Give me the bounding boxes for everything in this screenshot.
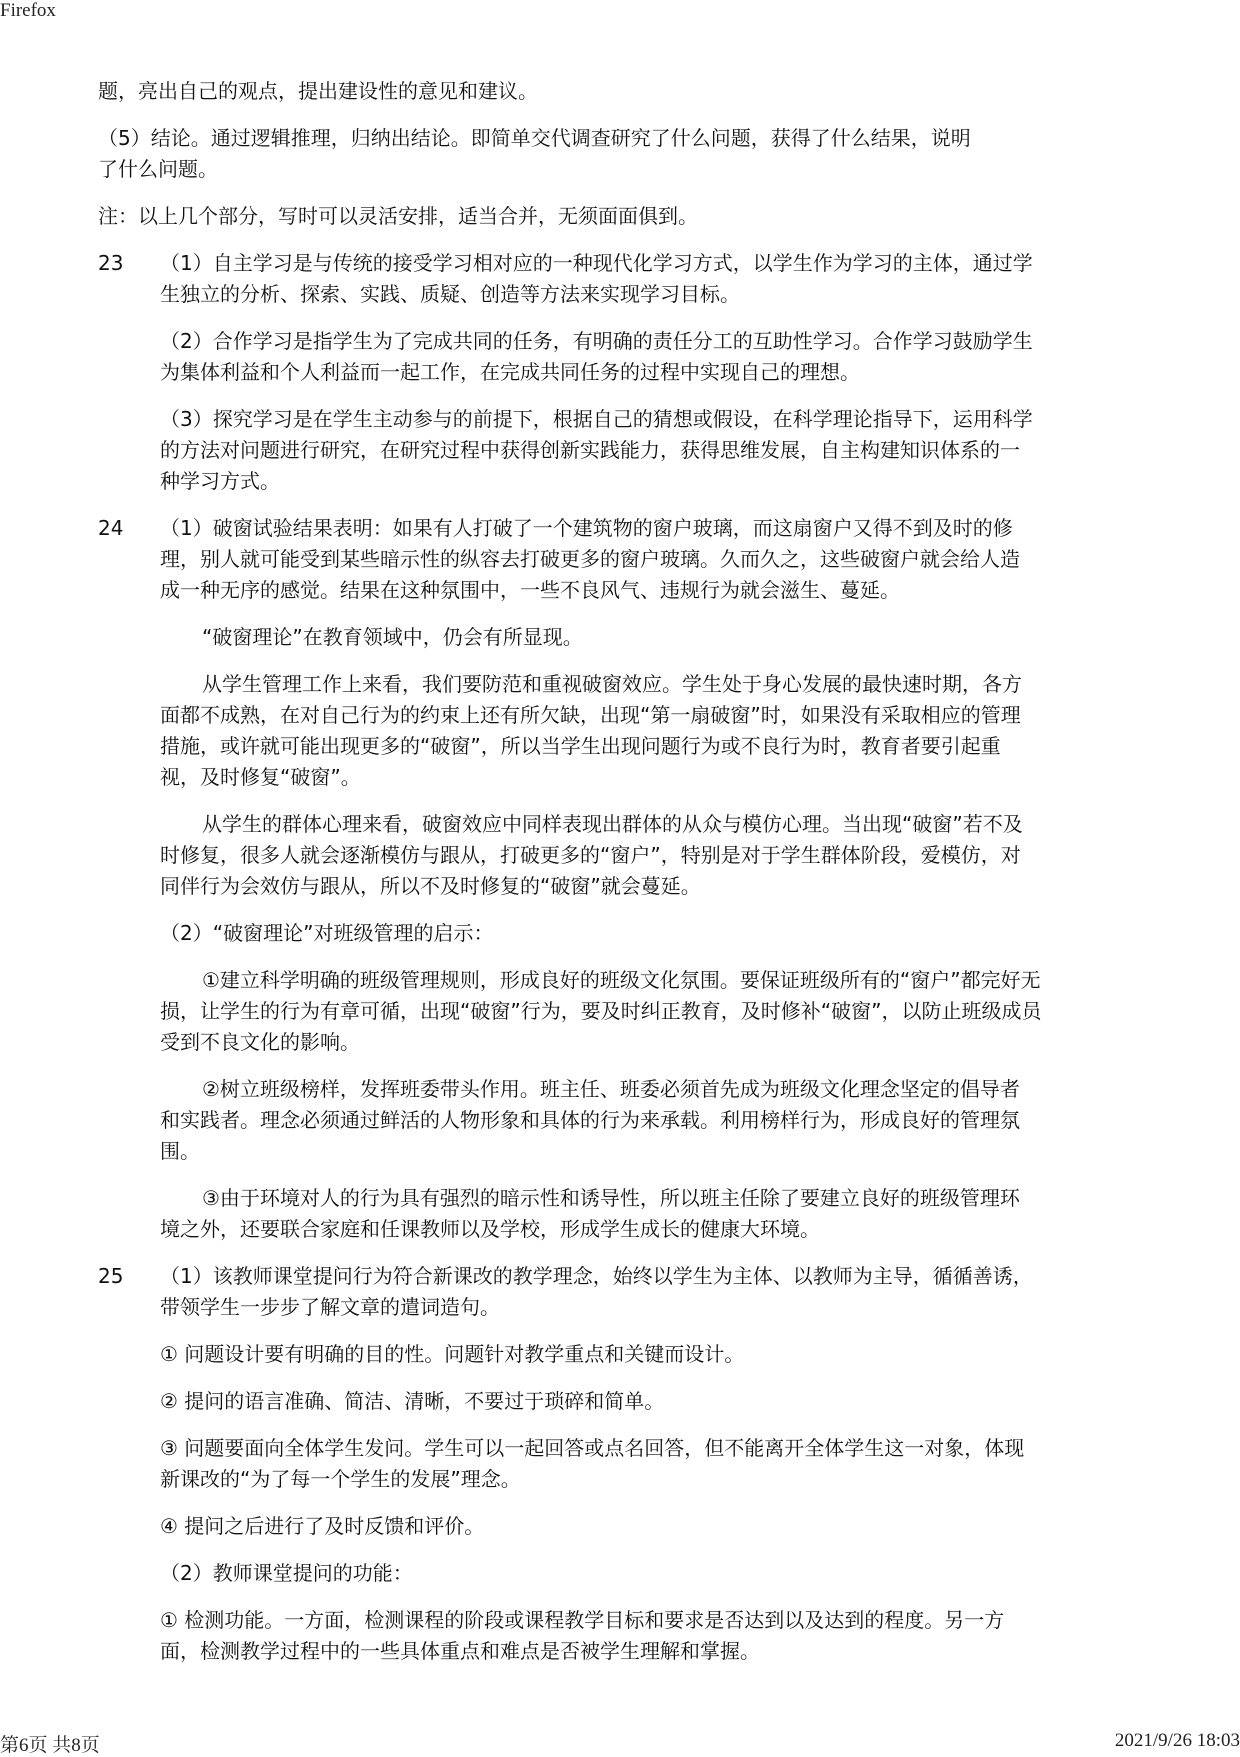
text-line: 为集体利益和个人利益而一起工作，在完成共同任务的过程中实现自己的理想。 <box>160 360 860 384</box>
text-line: 了什么问题。 <box>98 157 218 181</box>
paragraph <box>98 404 1128 497</box>
paragraph <box>98 669 1128 793</box>
text-line: 同伴行为会效仿与跟从，所以不及时修复的“破窗”就会蔓延。 <box>160 874 701 898</box>
text-line: ① 问题设计要有明确的目的性。问题针对教学重点和关键而设计。 <box>160 1342 745 1366</box>
paragraph-text <box>160 965 1128 1058</box>
text-line: 从学生管理工作上来看，我们要防范和重视破窗效应。学生处于身心发展的最快速时期，各方 <box>202 672 1022 696</box>
text-line: 的方法对问题进行研究，在研究过程中获得创新实践能力，获得思维发展，自主构建知识体系的一 <box>160 438 1020 462</box>
page-number: 第6页 共8页 <box>0 1735 100 1756</box>
text-line: （2）教师课堂提问的功能： <box>160 1561 413 1585</box>
text-line: 带领学生一步步了解文章的遣词造句。 <box>160 1295 500 1319</box>
text-line: 面，检测教学过程中的一些具体重点和难点是否被学生理解和掌握。 <box>160 1639 760 1663</box>
text-line: （2）合作学习是指学生为了完成共同的任务，有明确的责任分工的互助性学习。合作学习鼓励学生 <box>160 329 1033 353</box>
text-line: （5）结论。通过逻辑推理，归纳出结论。即简单交代调查研究了什么问题，获得了什么结果，说明 <box>98 126 971 150</box>
paragraph-text <box>160 1511 1128 1542</box>
question-number: 23 <box>98 251 124 275</box>
text-line: （1）该教师课堂提问行为符合新课改的教学理念，始终以学生为主体、以教师为主导，循循善诱， <box>160 1264 1033 1288</box>
paragraph <box>98 248 1128 310</box>
text-line: 从学生的群体心理来看，破窗效应中同样表现出群体的从众与模仿心理。当出现“破窗”若不及 <box>202 812 1023 836</box>
paragraph-text <box>160 918 1128 949</box>
paragraph-text <box>160 1558 1128 1589</box>
text-line: ③由于环境对人的行为具有强烈的暗示性和诱导性，所以班主任除了要建立良好的班级管理环 <box>202 1186 1020 1210</box>
paragraph-text <box>160 1339 1128 1370</box>
paragraph <box>98 1261 1128 1323</box>
text-line: ④ 提问之后进行了及时反馈和评价。 <box>160 1514 485 1538</box>
text-line: ③ 问题要面向全体学生发问。学生可以一起回答或点名回答，但不能离开全体学生这一对象，体现 <box>160 1436 1025 1460</box>
text-line: ② 提问的语言准确、简洁、清晰，不要过于琐碎和简单。 <box>160 1389 665 1413</box>
paragraph <box>98 1074 1128 1167</box>
text-line: 理，别人就可能受到某些暗示性的纵容去打破更多的窗户玻璃。久而久之，这些破窗户就会给人造 <box>160 547 1020 571</box>
paragraph <box>98 123 1128 185</box>
text-line: 措施，或许就可能出现更多的“破窗”，所以当学生出现问题行为或不良行为时，教育者要引起重 <box>160 734 1001 758</box>
paragraph-text <box>98 76 1128 107</box>
paragraph-text <box>160 1261 1128 1323</box>
paragraph <box>98 1386 1128 1417</box>
question-number: 25 <box>98 1264 124 1288</box>
paragraph <box>98 201 1128 232</box>
text-line: 境之外，还要联合家庭和任课教师以及学校，形成学生成长的健康大环境。 <box>160 1217 820 1241</box>
paragraph <box>98 513 1128 606</box>
paragraph-text <box>160 513 1128 606</box>
paragraph <box>98 622 1128 653</box>
text-line: 种学习方式。 <box>160 469 280 493</box>
text-line: （1）破窗试验结果表明：如果有人打破了一个建筑物的窗户玻璃，而这扇窗户又得不到及时的修 <box>160 516 1013 540</box>
text-line: 围。 <box>160 1139 200 1163</box>
paragraph <box>98 1605 1128 1667</box>
text-line: ①建立科学明确的班级管理规则，形成良好的班级文化氛围。要保证班级所有的“窗户”都完好无 <box>202 968 1041 992</box>
paragraph-text <box>160 1074 1128 1167</box>
print-datetime: 2021/9/26 18:03 <box>1114 1730 1240 1751</box>
paragraph <box>98 965 1128 1058</box>
text-line: （2）“破窗理论”对班级管理的启示： <box>160 921 494 945</box>
text-line: 时修复，很多人就会逐渐模仿与跟从，打破更多的“窗户”，特别是对于学生群体阶段，爱模仿，对 <box>160 843 1021 867</box>
paragraph-text <box>160 248 1128 310</box>
paragraph <box>98 76 1128 107</box>
text-line: 和实践者。理念必须通过鲜活的人物形象和具体的行为来承载。利用榜样行为，形成良好的管理氛 <box>160 1108 1020 1132</box>
text-line: “破窗理论”在教育领域中，仍会有所显现。 <box>202 625 583 649</box>
question-number: 24 <box>98 516 124 540</box>
text-line: 视，及时修复“破窗”。 <box>160 765 361 789</box>
paragraph-text <box>160 669 1128 793</box>
paragraph <box>98 918 1128 949</box>
text-line: 生独立的分析、探索、实践、质疑、创造等方法来实现学习目标。 <box>160 282 740 306</box>
document-body <box>98 76 1128 1683</box>
paragraph-text <box>98 201 1128 232</box>
paragraph-text <box>160 622 1128 653</box>
text-line: （3）探究学习是在学生主动参与的前提下，根据自己的猜想或假设，在科学理论指导下，运用科学 <box>160 407 1033 431</box>
paragraph <box>98 1433 1128 1495</box>
text-line: 损，让学生的行为有章可循，出现“破窗”行为，要及时纠正教育，及时修补“破窗”，以防止班级成员 <box>160 999 1042 1023</box>
paragraph-text <box>160 326 1128 388</box>
paragraph-text <box>160 1386 1128 1417</box>
browser-header-title: Firefox <box>0 0 56 21</box>
paragraph-text <box>98 123 1128 185</box>
text-line: 题，亮出自己的观点，提出建设性的意见和建议。 <box>98 79 538 103</box>
paragraph <box>98 326 1128 388</box>
text-line: ②树立班级榜样，发挥班委带头作用。班主任、班委必须首先成为班级文化理念坚定的倡导者 <box>202 1077 1020 1101</box>
paragraph-text <box>160 1183 1128 1245</box>
paragraph <box>98 809 1128 902</box>
paragraph <box>98 1183 1128 1245</box>
paragraph <box>98 1511 1128 1542</box>
text-line: 受到不良文化的影响。 <box>160 1030 360 1054</box>
paragraph-text <box>160 809 1128 902</box>
text-line: 成一种无序的感觉。结果在这种氛围中，一些不良风气、违规行为就会滋生、蔓延。 <box>160 578 900 602</box>
text-line: 新课改的“为了每一个学生的发展”理念。 <box>160 1467 521 1491</box>
paragraph <box>98 1558 1128 1589</box>
text-line: （1）自主学习是与传统的接受学习相对应的一种现代化学习方式，以学生作为学习的主体，通过学 <box>160 251 1033 275</box>
paragraph-text <box>160 1605 1128 1667</box>
text-line: ① 检测功能。一方面，检测课程的阶段或课程教学目标和要求是否达到以及达到的程度。另一方 <box>160 1608 1005 1632</box>
text-line: 面都不成熟，在对自己行为的约束上还有所欠缺，出现“第一扇破窗”时，如果没有采取相应的管理 <box>160 703 1021 727</box>
text-line: 注：以上几个部分，写时可以灵活安排，适当合并，无须面面俱到。 <box>98 204 698 228</box>
paragraph-text <box>160 1433 1128 1495</box>
paragraph-text <box>160 404 1128 497</box>
paragraph <box>98 1339 1128 1370</box>
